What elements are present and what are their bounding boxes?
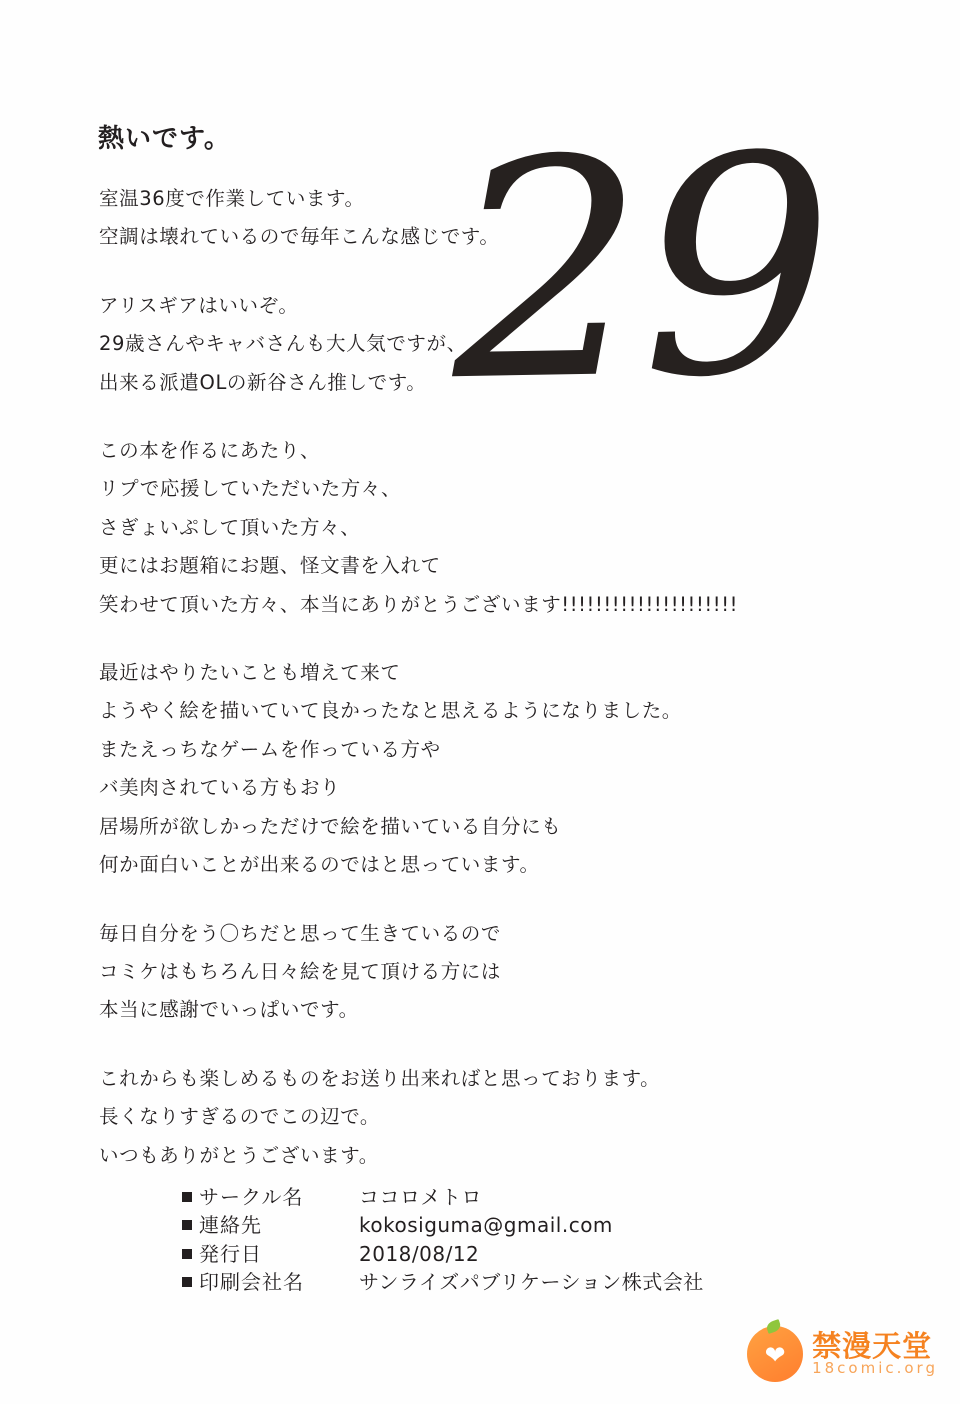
paragraph-2: [99, 287, 889, 402]
text-line: またえっちなゲームを作っている方や: [99, 737, 441, 761]
paragraph-3: [99, 432, 889, 624]
heart-icon: ❤: [764, 1340, 786, 1370]
logo-badge-icon: [747, 1326, 803, 1382]
colophon: [182, 1183, 704, 1297]
watermark-url: 18comic.org: [812, 1359, 938, 1378]
text-line: さぎょいぷして頂いた方々、: [99, 515, 361, 539]
paragraph-6: [99, 1060, 889, 1175]
watermark-text: [812, 1328, 938, 1378]
text-line: リプで応援していただいた方々、: [99, 477, 402, 501]
text-line: いつもありがとうございます。: [99, 1143, 379, 1167]
paragraph-1: [99, 180, 889, 257]
text-line: これからも楽しめるものをお送り出来ればと思っております。: [99, 1066, 661, 1090]
paragraph-4: [99, 654, 889, 884]
text-line: 出来る派遣OLの新谷さん推しです。: [99, 370, 427, 394]
colophon-value: 2018/08/12: [359, 1241, 480, 1266]
afterword-body: [99, 180, 889, 1205]
decorative-number-29: 29: [448, 91, 832, 448]
colophon-label: 連絡先: [199, 1213, 262, 1238]
colophon-row: [182, 1240, 704, 1268]
text-line: 笑わせて頂いた方々、本当にありがとうございます!!!!!!!!!!!!!!!!!!!!!: [99, 592, 739, 616]
colophon-label: 発行日: [199, 1241, 262, 1266]
text-line: 最近はやりたいことも増えて来て: [99, 661, 401, 685]
text-line: この本を作るにあたり、: [99, 439, 321, 463]
site-watermark: [747, 1326, 938, 1382]
text-line: 居場所が欲しかっただけで絵を描いている自分にも: [99, 814, 562, 838]
text-line: 毎日自分をう〇ちだと思って生きているので: [99, 921, 502, 945]
watermark-title: 禁漫天堂: [812, 1328, 933, 1363]
text-line: アリスギアはいいぞ。: [99, 293, 299, 317]
text-line: 何か面白いことが出来るのではと思っています。: [99, 853, 540, 877]
text-line: 長くなりすぎるのでこの辺で。: [99, 1105, 381, 1129]
colophon-row: [182, 1183, 704, 1211]
bullet-square-icon: [182, 1249, 192, 1259]
colophon-value: kokosiguma@gmail.com: [359, 1213, 613, 1238]
text-line: 室温36度で作業しています。: [99, 187, 365, 210]
leaf-icon: [765, 1319, 782, 1334]
text-line: 更にはお題箱にお題、怪文書を入れて: [99, 554, 441, 578]
colophon-row: [182, 1268, 704, 1296]
bullet-square-icon: [182, 1192, 192, 1202]
bullet-square-icon: [182, 1277, 192, 1287]
text-line: 本当に感謝でいっぱいです。: [99, 998, 359, 1022]
colophon-row: [182, 1211, 704, 1239]
colophon-value: サンライズパブリケーション株式会社: [359, 1270, 704, 1295]
text-line: コミケはもちろん日々絵を見て頂ける方には: [99, 959, 502, 983]
bullet-square-icon: [182, 1220, 192, 1230]
text-line: 空調は壊れているので毎年こんな感じです。: [99, 225, 500, 249]
text-line: ようやく絵を描いていて良かったなと思えるようになりました。: [99, 699, 682, 723]
colophon-value: ココロメトロ: [359, 1185, 482, 1209]
text-line: バ美肉されている方もおり: [99, 776, 341, 800]
paragraph-5: [99, 915, 889, 1030]
text-line: 29歳さんやキャバさんも大人気ですが、: [99, 332, 467, 356]
colophon-label: 印刷会社名: [199, 1270, 304, 1295]
colophon-label: サークル名: [199, 1185, 304, 1209]
page-title: 熱いです。: [98, 124, 231, 154]
